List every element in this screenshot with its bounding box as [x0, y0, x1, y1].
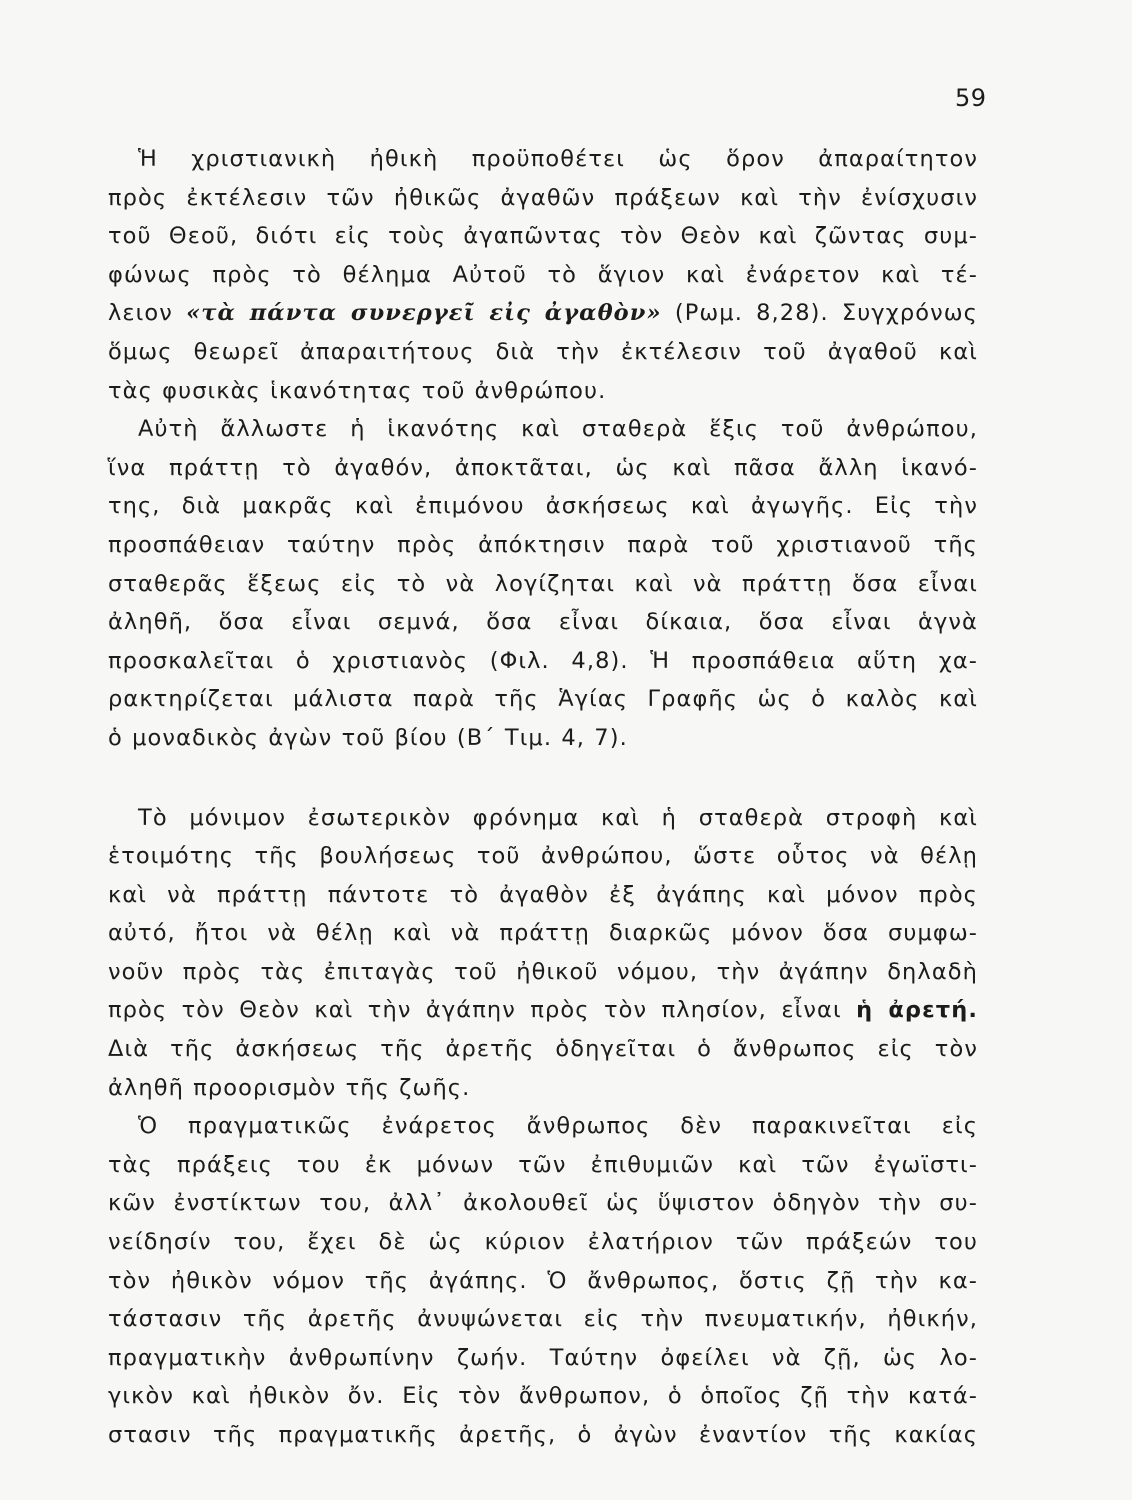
- page-number: 59: [955, 84, 987, 112]
- text-line: τοῦ Θεοῦ, διότι εἰς τοὺς ἀγαπῶντας τὸν Θεὸν καὶ ζῶντας συμ-: [108, 223, 978, 250]
- text-line: φώνως πρὸς τὸ θέλημα Αὐτοῦ τὸ ἅγιον καὶ ἐνάρετον καὶ τέ-: [108, 261, 978, 288]
- text-line: καὶ νὰ πράττῃ πάντοτε τὸ ἀγαθὸν ἐξ ἀγάπης καὶ μόνον πρὸς: [108, 881, 978, 908]
- text-line: Αὐτὴ ἄλλωστε ἡ ἱκανότης καὶ σταθερὰ ἕξις τοῦ ἀνθρώπου,: [138, 416, 978, 443]
- text-line: αὐτό, ἤτοι νὰ θέλῃ καὶ νὰ πράττῃ διαρκῶς μόνον ὅσα συμφω-: [108, 920, 978, 947]
- text-line: ἀληθῆ, ὅσα εἶναι σεμνά, ὅσα εἶναι δίκαια, ὅσα εἶναι ἁγνὰ: [108, 609, 978, 636]
- text-line: της, διὰ μακρᾶς καὶ ἐπιμόνου ἀσκήσεως καὶ ἀγωγῆς. Εἰς τὴν: [108, 493, 978, 520]
- text-fragment: πρὸς τὸν Θεὸν καὶ τὴν ἀγάπην πρὸς τὸν πλησίον, εἶναι: [108, 997, 842, 1024]
- text-line: τάστασιν τῆς ἀρετῆς ἀνυψώνεται εἰς τὴν πνευματικήν, ἠθικήν,: [108, 1306, 978, 1333]
- text-line: τὸν ἠθικὸν νόμον τῆς ἀγάπης. Ὁ ἄνθρωπος, ὅστις ζῇ τὴν κα-: [108, 1267, 978, 1294]
- text-line: [108, 294, 978, 333]
- paragraph-gap: [108, 758, 978, 799]
- text-line: γικὸν καὶ ἠθικὸν ὄν. Εἰς τὸν ἄνθρωπον, ὁ ὁποῖος ζῇ τὴν κατά-: [108, 1383, 978, 1410]
- text-line: σταθερᾶς ἕξεως εἰς τὸ νὰ λογίζηται καὶ νὰ πράττῃ ὅσα εἶναι: [108, 570, 978, 597]
- text-line: ἀληθῆ προορισμὸν τῆς ζωῆς.: [108, 1074, 471, 1101]
- text-line: [108, 991, 978, 1030]
- text-line: τὰς φυσικὰς ἱκανότητας τοῦ ἀνθρώπου.: [108, 377, 607, 404]
- text-line: προσκαλεῖται ὁ χριστιανὸς (Φιλ. 4,8). Ἡ προσπάθεια αὕτη χα-: [108, 647, 978, 674]
- body-text: [108, 140, 978, 1455]
- text-fragment: λειον: [108, 300, 173, 327]
- text-line: πρὸς ἐκτέλεσιν τῶν ἠθικῶς ἀγαθῶν πράξεων καὶ τὴν ἐνίσχυσιν: [108, 184, 978, 211]
- text-line: Ἡ χριστιανικὴ ἠθικὴ προϋποθέτει ὡς ὅρον ἀπαραίτητον: [138, 146, 978, 172]
- text-fragment: (Ρωμ. 8,28). Συγχρόνως: [674, 300, 978, 327]
- paragraph-3: [108, 799, 978, 1108]
- text-line: νοῦν πρὸς τὰς ἐπιταγὰς τοῦ ἠθικοῦ νόμου, τὴν ἀγάπην δηλαδὴ: [108, 958, 978, 985]
- text-line: ρακτηρίζεται μάλιστα παρὰ τῆς Ἁγίας Γραφῆς ὡς ὁ καλὸς καὶ: [108, 686, 978, 713]
- text-line: ὁ μοναδικὸς ἀγὼν τοῦ βίου (Β΄ Τιμ. 4, 7).: [108, 724, 628, 751]
- text-line: ἑτοιμότης τῆς βουλήσεως τοῦ ἀνθρώπου, ὥστε οὗτος νὰ θέλῃ: [108, 843, 978, 870]
- text-line: στασιν τῆς πραγματικῆς ἀρετῆς, ὁ ἀγὼν ἐναντίον τῆς κακίας: [108, 1422, 978, 1448]
- text-line: πραγματικὴν ἀνθρωπίνην ζωήν. Ταύτην ὀφείλει νὰ ζῇ, ὡς λο-: [108, 1344, 978, 1371]
- text-line: προσπάθειαν ταύτην πρὸς ἀπόκτησιν παρὰ τοῦ χριστιανοῦ τῆς: [108, 531, 978, 558]
- paragraph-1: [108, 140, 978, 410]
- text-line: Ὁ πραγματικῶς ἐνάρετος ἄνθρωπος δὲν παρακινεῖται εἰς: [138, 1113, 978, 1140]
- text-line: νείδησίν του, ἔχει δὲ ὡς κύριον ἐλατήριον τῶν πράξεών του: [108, 1229, 978, 1256]
- paragraph-4: [108, 1107, 978, 1454]
- text-line: ὅμως θεωρεῖ ἀπαραιτήτους διὰ τὴν ἐκτέλεσιν τοῦ ἀγαθοῦ καὶ: [108, 338, 978, 365]
- scripture-quote: «τὰ πάντα συνεργεῖ εἰς ἀγαθὸν»: [186, 300, 662, 327]
- text-line: ἵνα πράττῃ τὸ ἀγαθόν, ἀποκτᾶται, ὡς καὶ πᾶσα ἄλλη ἱκανό-: [108, 454, 978, 481]
- paragraph-2: [108, 410, 978, 757]
- text-line: κῶν ἐνστίκτων του, ἀλλ᾽ ἀκολουθεῖ ὡς ὕψιστον ὁδηγὸν τὴν συ-: [108, 1190, 978, 1217]
- text-line: Τὸ μόνιμον ἐσωτερικὸν φρόνημα καὶ ἡ σταθερὰ στροφὴ καὶ: [138, 804, 978, 831]
- text-line: τὰς πράξεις του ἐκ μόνων τῶν ἐπιθυμιῶν καὶ τῶν ἐγωϊστι-: [108, 1151, 978, 1178]
- text-line: Διὰ τῆς ἀσκήσεως τῆς ἀρετῆς ὁδηγεῖται ὁ ἄνθρωπος εἰς τὸν: [108, 1036, 978, 1063]
- virtue-term: ἡ ἀρετή.: [856, 997, 978, 1024]
